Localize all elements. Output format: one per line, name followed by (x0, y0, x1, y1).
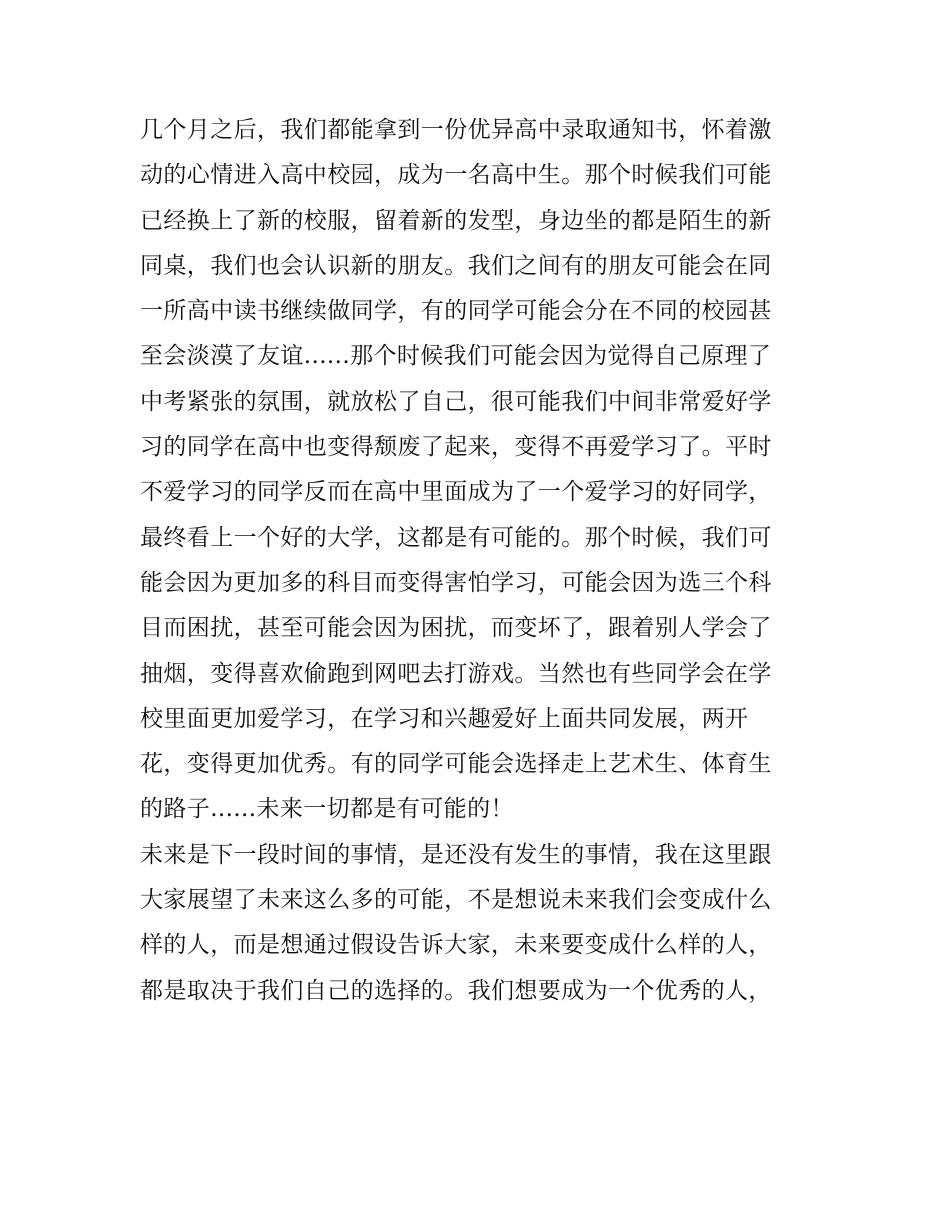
text-line: 最终看上一个好的大学，这都是有可能的。那个时候，我们可 (140, 524, 772, 551)
text-line: 的路子......未来一切都是有可能的！ (140, 796, 514, 823)
text-line: 已经换上了新的校服，留着新的发型，身边坐的都是陌生的新 (140, 207, 772, 234)
text-line: 花，变得更加优秀。有的同学可能会选择走上艺术生、体育生 (140, 751, 772, 778)
text-line: 样的人，而是想通过假设告诉大家，未来要变成什么样的人， (140, 932, 772, 959)
text-line: 校里面更加爱学习，在学习和兴趣爱好上面共同发展，两开 (140, 705, 749, 732)
body-text (140, 108, 820, 1014)
text-line: 至会淡漠了友谊......那个时候我们可能会因为觉得自己原理了 (140, 343, 772, 370)
text-line: 习的同学在高中也变得颓废了起来，变得不再爱学习了。平时 (140, 434, 772, 461)
paragraph-1 (140, 108, 820, 833)
text-line: 中考紧张的氛围，就放松了自己，很可能我们中间非常爱好学 (140, 388, 772, 415)
paragraph-2 (140, 833, 820, 1014)
text-line: 同桌，我们也会认识新的朋友。我们之间有的朋友可能会在同 (140, 252, 772, 279)
text-line: 一所高中读书继续做同学，有的同学可能会分在不同的校园甚 (140, 298, 772, 325)
text-line: 能会因为更加多的科目而变得害怕学习，可能会因为选三个科 (140, 569, 772, 596)
text-line: 抽烟，变得喜欢偷跑到网吧去打游戏。当然也有些同学会在学 (140, 660, 772, 687)
text-line: 不爱学习的同学反而在高中里面成为了一个爱学习的好同学， (140, 479, 772, 506)
text-line: 几个月之后，我们都能拿到一份优异高中录取通知书，怀着激 (140, 117, 772, 143)
text-line: 大家展望了未来这么多的可能，不是想说未来我们会变成什么 (140, 887, 772, 914)
text-line: 动的心情进入高中校园，成为一名高中生。那个时候我们可能 (140, 162, 772, 189)
text-line: 都是取决于我们自己的选择的。我们想要成为一个优秀的人， (140, 977, 772, 1004)
text-line: 未来是下一段时间的事情，是还没有发生的事情，我在这里跟 (140, 841, 772, 868)
text-line: 目而困扰，甚至可能会因为困扰，而变坏了，跟着别人学会了 (140, 615, 772, 642)
